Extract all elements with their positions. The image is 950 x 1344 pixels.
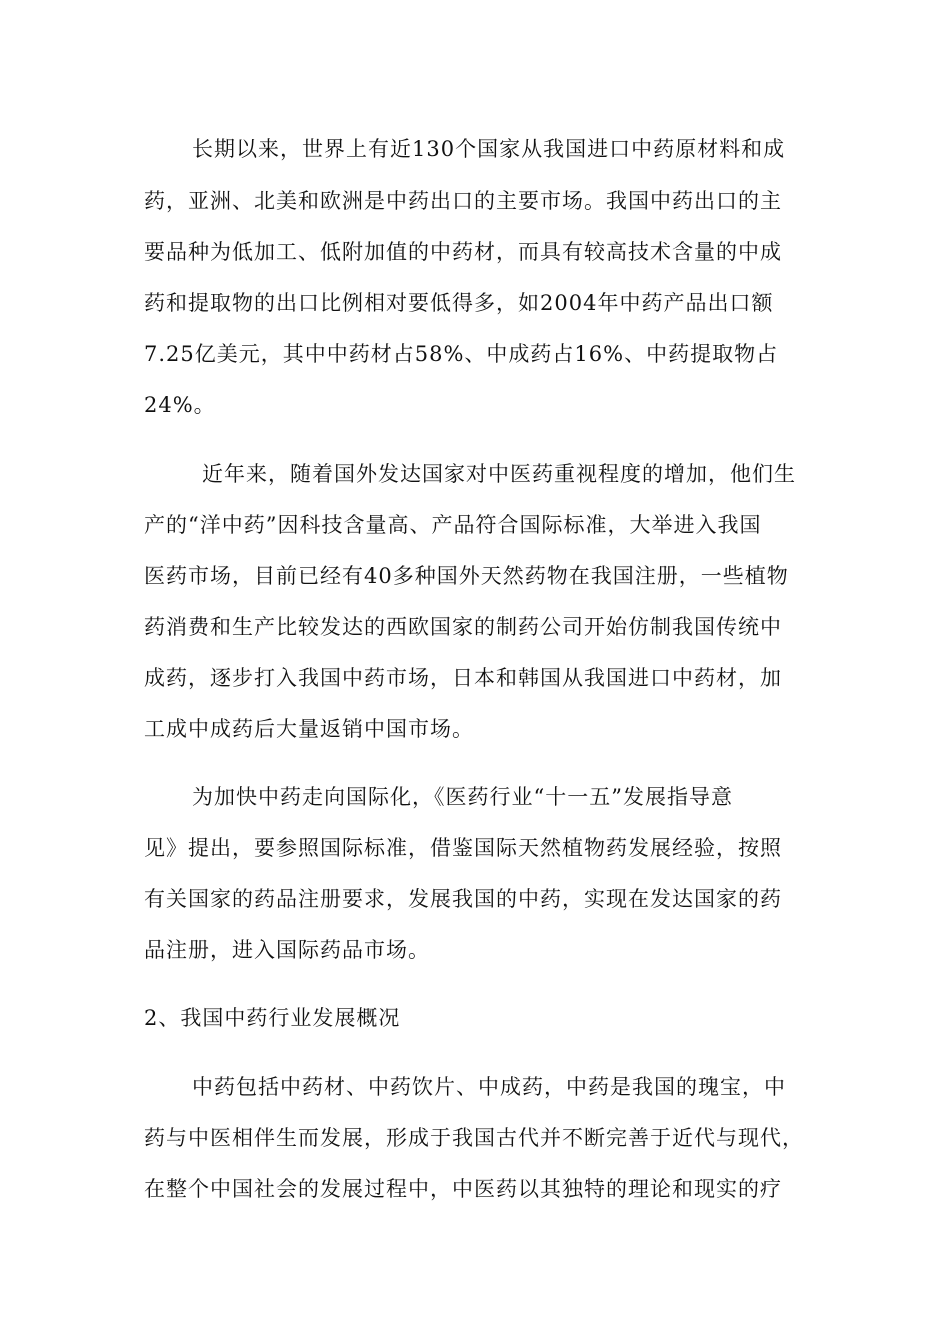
text-line: 品注册，进入国际药品市场。: [144, 938, 430, 962]
text-line: 7.25亿美元，其中中药材占58%、中成药占16%、中药提取物占: [144, 342, 779, 366]
text-line: 药，亚洲、北美和欧洲是中药出口的主要市场。我国中药出口的主: [144, 189, 782, 213]
text-line: 有关国家的药品注册要求，发展我国的中药，实现在发达国家的药: [144, 887, 782, 911]
text-line: 药与中医相伴生而发展，形成于我国古代并不断完善于近代与现代，: [144, 1126, 804, 1150]
text-line: 长期以来，世界上有近130个国家从我国进口中药原材料和成: [192, 137, 786, 161]
text-line: 药消费和生产比较发达的西欧国家的制药公司开始仿制我国传统中: [144, 615, 782, 639]
text-line: 24%。: [144, 393, 216, 417]
text-line: 产的“洋中药”因科技含量高、产品符合国际标准，大举进入我国: [144, 513, 762, 537]
text-line: 成药，逐步打入我国中药市场，日本和韩国从我国进口中药材，加: [144, 666, 782, 690]
text-line: 要品种为低加工、低附加值的中药材，而具有较高技术含量的中成: [144, 240, 782, 264]
text-line: 中药包括中药材、中药饮片、中成药，中药是我国的瑰宝，中: [192, 1075, 786, 1099]
text-line: 近年来，随着国外发达国家对中医药重视程度的增加，他们生: [202, 462, 796, 486]
text-line: 在整个中国社会的发展过程中，中医药以其独特的理论和现实的疗: [144, 1177, 782, 1201]
text-line: 药和提取物的出口比例相对要低得多，如2004年中药产品出口额: [144, 291, 774, 315]
text-line: 见》提出，要参照国际标准，借鉴国际天然植物药发展经验，按照: [144, 836, 782, 860]
text-line: 医药市场，目前已经有40多种国外天然药物在我国注册，一些植物: [144, 564, 789, 588]
text-line: 工成中成药后大量返销中国市场。: [144, 717, 474, 741]
heading-text: 2、我国中药行业发展概况: [144, 1006, 401, 1030]
text-line: 为加快中药走向国际化，《医药行业“十一五”发展指导意: [192, 785, 733, 809]
